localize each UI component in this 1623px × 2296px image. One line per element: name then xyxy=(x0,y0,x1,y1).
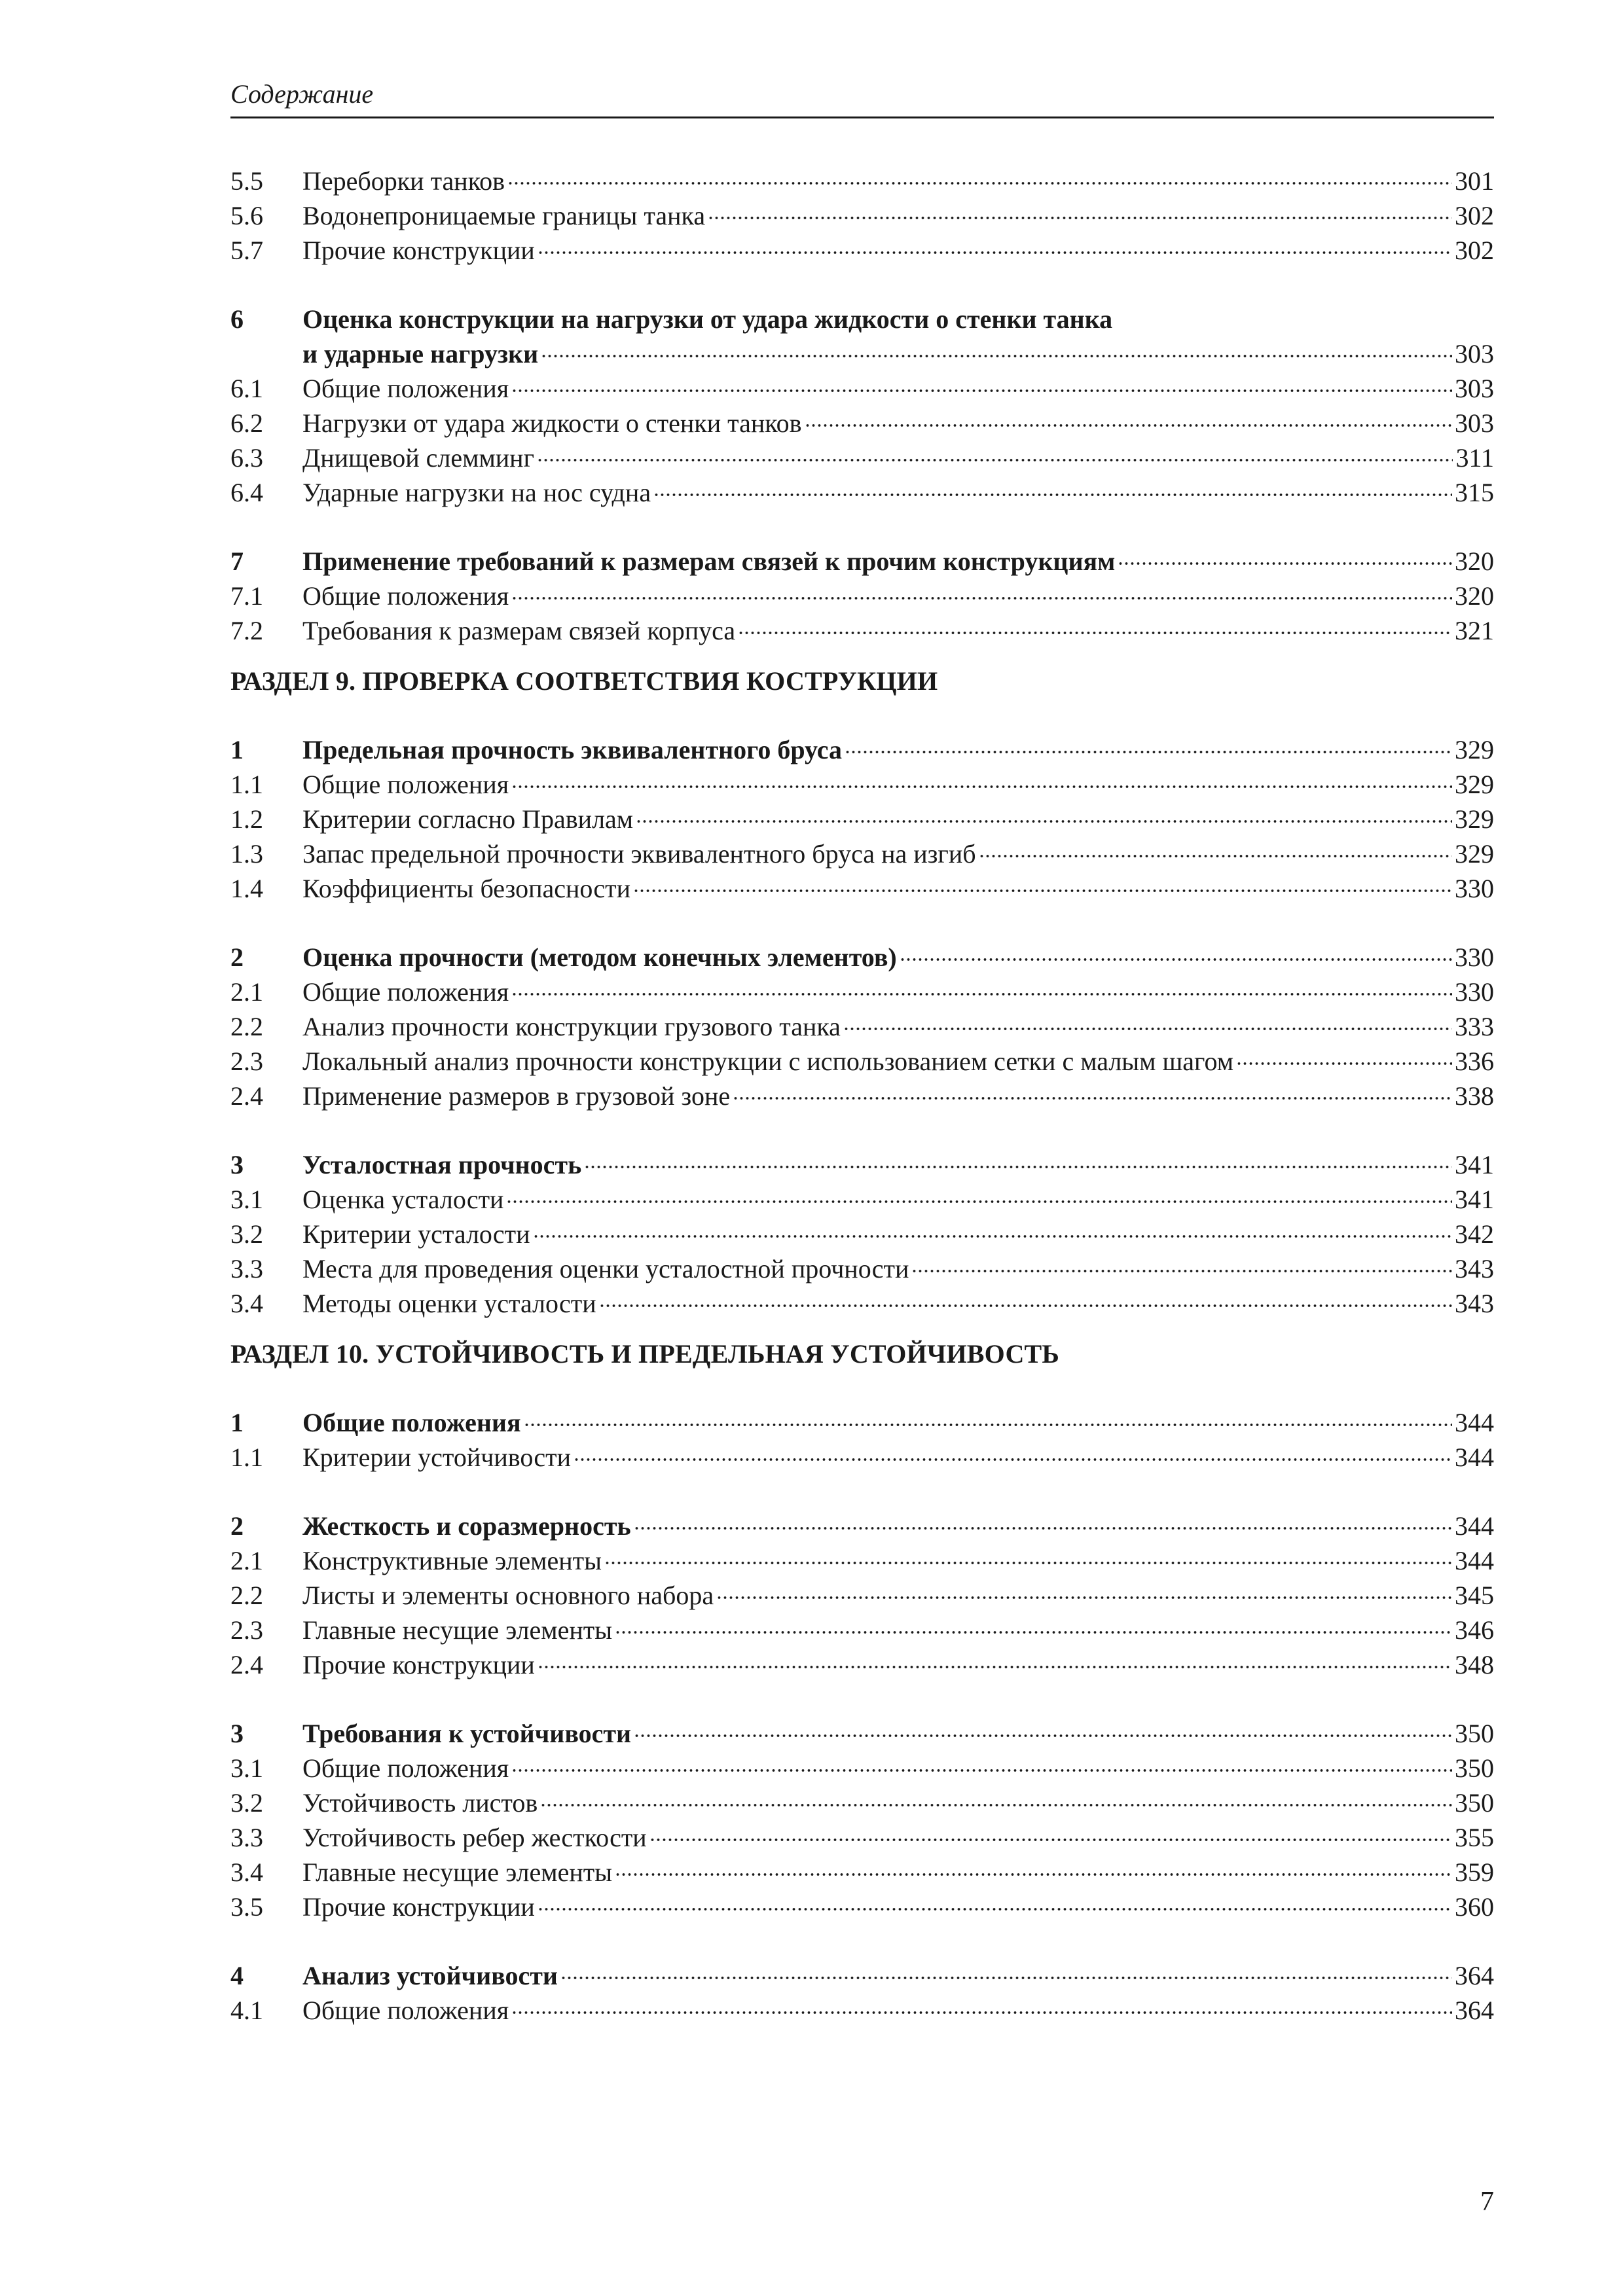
entry-number: 2.1 xyxy=(230,1546,263,1575)
entry-page: 345 xyxy=(1455,1581,1494,1610)
entry-title: Коэффициенты безопасности xyxy=(302,874,631,903)
dot-leader xyxy=(560,1958,1452,1984)
toc-entry[interactable] xyxy=(230,871,1494,906)
entry-title: Критерии усталости xyxy=(302,1219,530,1249)
dot-leader xyxy=(979,836,1452,863)
entry-page: 350 xyxy=(1455,1753,1494,1783)
dot-leader xyxy=(511,767,1452,793)
toc-entry[interactable] xyxy=(230,1251,1494,1286)
toc-entry[interactable] xyxy=(230,1785,1494,1820)
entry-title: Водонепроницаемые границы танка xyxy=(302,201,706,230)
entry-number: 6.2 xyxy=(230,408,263,438)
group-spacer xyxy=(230,1682,1494,1716)
entry-page: 342 xyxy=(1455,1219,1494,1249)
entry-number: 4 xyxy=(230,1961,244,1990)
entry-number: 2.4 xyxy=(230,1081,263,1111)
dot-leader xyxy=(538,1890,1452,1916)
entry-page: 330 xyxy=(1455,942,1494,972)
header-title: Содержание xyxy=(230,79,374,109)
entry-title: Места для проведения оценки усталостной прочности xyxy=(302,1254,909,1283)
entry-number: 2.3 xyxy=(230,1615,263,1645)
toc-entry[interactable] xyxy=(230,164,1494,198)
entry-page: 348 xyxy=(1455,1650,1494,1679)
entry-page: 344 xyxy=(1455,1511,1494,1541)
entry-number: 3.3 xyxy=(230,1823,263,1852)
entry-title: Локальный анализ прочности конструкции с использованием сетки с малым шагом xyxy=(302,1047,1234,1076)
entry-title: Днищевой слемминг xyxy=(302,443,534,473)
entry-title: Запас предельной прочности эквивалентного бруса на изгиб xyxy=(302,839,976,869)
entry-page: 302 xyxy=(1455,201,1494,230)
toc-entry[interactable] xyxy=(230,1440,1494,1475)
dot-leader xyxy=(537,440,1453,467)
dot-leader xyxy=(511,371,1452,397)
entry-number: 3.1 xyxy=(230,1185,263,1214)
entry-number: 1 xyxy=(230,1408,244,1437)
dot-leader xyxy=(633,871,1452,897)
entry-page: 315 xyxy=(1455,478,1494,507)
entry-page: 329 xyxy=(1455,770,1494,799)
toc-entry-heading[interactable] xyxy=(230,940,1494,975)
entry-number: 2 xyxy=(230,942,244,972)
dot-leader xyxy=(733,1079,1452,1105)
entry-page: 320 xyxy=(1455,581,1494,611)
entry-page: 350 xyxy=(1455,1719,1494,1748)
toc-entry[interactable] xyxy=(230,1613,1494,1647)
entry-page: 364 xyxy=(1455,1961,1494,1990)
toc-entry[interactable] xyxy=(230,406,1494,440)
dot-leader xyxy=(649,1820,1452,1846)
entry-page: 341 xyxy=(1455,1185,1494,1214)
entry-page: 344 xyxy=(1455,1443,1494,1472)
entry-page: 329 xyxy=(1455,735,1494,764)
entry-number: 5.6 xyxy=(230,201,263,230)
dot-leader xyxy=(540,1785,1452,1812)
entry-page: 311 xyxy=(1455,443,1494,473)
toc-entry-heading[interactable] xyxy=(230,732,1494,767)
dot-leader xyxy=(506,1182,1452,1208)
dot-leader xyxy=(584,1147,1452,1174)
entry-page: 344 xyxy=(1455,1408,1494,1437)
entry-number: 7.2 xyxy=(230,616,263,645)
toc-entry-heading[interactable] xyxy=(230,1147,1494,1182)
dot-leader xyxy=(538,1647,1452,1674)
entry-title: Предельная прочность эквивалентного бруса xyxy=(302,735,843,764)
dot-leader xyxy=(538,233,1452,259)
entry-title: Общие положения xyxy=(302,1408,521,1437)
entry-page: 344 xyxy=(1455,1546,1494,1575)
entry-page: 301 xyxy=(1455,166,1494,196)
entry-number: 2 xyxy=(230,1511,244,1541)
dot-leader xyxy=(636,802,1452,828)
entry-number: 6.1 xyxy=(230,374,263,403)
dot-leader xyxy=(843,1009,1452,1035)
entry-page: 360 xyxy=(1455,1892,1494,1922)
group-spacer xyxy=(230,1113,1494,1147)
entry-number: 3.2 xyxy=(230,1219,263,1249)
dot-leader xyxy=(738,613,1452,639)
entry-title: Оценка прочности (методом конечных элементов) xyxy=(302,942,897,972)
entry-title: Устойчивость листов xyxy=(302,1788,538,1818)
entry-number: 6 xyxy=(230,304,244,334)
entry-number: 2.1 xyxy=(230,977,263,1007)
toc-entry-heading[interactable] xyxy=(230,1509,1494,1543)
entry-number: 3.2 xyxy=(230,1788,263,1818)
dot-leader xyxy=(911,1251,1452,1278)
toc-entry[interactable] xyxy=(230,836,1494,871)
toc-entry-continuation[interactable] xyxy=(230,336,1494,371)
dot-leader xyxy=(574,1440,1452,1466)
entry-title: Общие положения xyxy=(302,770,509,799)
entry-number: 2.2 xyxy=(230,1581,263,1610)
toc-entry[interactable] xyxy=(230,1820,1494,1855)
entry-page: 329 xyxy=(1455,804,1494,834)
entry-number: 3.3 xyxy=(230,1254,263,1283)
entry-title: Критерии устойчивости xyxy=(302,1443,572,1472)
dot-leader xyxy=(615,1855,1452,1881)
entry-number: 1.4 xyxy=(230,874,263,903)
toc-entry-heading[interactable] xyxy=(230,1405,1494,1440)
toc-entry[interactable] xyxy=(230,1993,1494,2028)
dot-leader xyxy=(511,975,1452,1001)
entry-number: 3.4 xyxy=(230,1857,263,1887)
group-spacer xyxy=(230,906,1494,940)
entry-title: Листы и элементы основного набора xyxy=(302,1581,714,1610)
dot-leader xyxy=(604,1543,1452,1570)
toc-entry[interactable] xyxy=(230,802,1494,836)
entry-page: 330 xyxy=(1455,874,1494,903)
toc-entry[interactable] xyxy=(230,198,1494,233)
toc-entry[interactable] xyxy=(230,1009,1494,1044)
toc-entry[interactable] xyxy=(230,440,1494,475)
toc-entry[interactable] xyxy=(230,1182,1494,1217)
entry-page: 330 xyxy=(1455,977,1494,1007)
entry-title: Анализ прочности конструкции грузового танка xyxy=(302,1012,841,1041)
entry-number: 3.1 xyxy=(230,1753,263,1783)
entry-page: 350 xyxy=(1455,1788,1494,1818)
entry-number: 2.4 xyxy=(230,1650,263,1679)
dot-leader xyxy=(653,475,1452,501)
entry-title: Устойчивость ребер жесткости xyxy=(302,1823,647,1852)
entry-title: Критерии согласно Правилам xyxy=(302,804,634,834)
entry-number: 3.4 xyxy=(230,1289,263,1318)
entry-page: 303 xyxy=(1455,408,1494,438)
toc-entry[interactable] xyxy=(230,1286,1494,1321)
entry-number: 1 xyxy=(230,735,244,764)
toc-entry[interactable] xyxy=(230,371,1494,406)
entry-page: 329 xyxy=(1455,839,1494,869)
toc-entry[interactable] xyxy=(230,1647,1494,1682)
entry-title: Анализ устойчивости xyxy=(302,1961,558,1990)
entry-page: 341 xyxy=(1455,1150,1494,1179)
toc-entry[interactable] xyxy=(230,1079,1494,1113)
entry-title: Применение размеров в грузовой зоне xyxy=(302,1081,731,1111)
entry-page: 333 xyxy=(1455,1012,1494,1041)
entry-title: Общие положения xyxy=(302,374,509,403)
toc-entry-heading[interactable] xyxy=(230,1716,1494,1751)
entry-number: 4.1 xyxy=(230,1996,263,2025)
section-heading: РАЗДЕЛ 9. ПРОВЕРКА СООТВЕТСТВИЯ КОСТРУКЦИИ xyxy=(230,666,938,696)
entry-title-continued: и ударные нагрузки xyxy=(302,339,539,368)
entry-title: Усталостная прочность xyxy=(302,1150,582,1179)
dot-leader xyxy=(1118,544,1452,570)
entry-title: Жесткость и соразмерность xyxy=(302,1511,631,1541)
entry-number: 7.1 xyxy=(230,581,263,611)
entry-number: 3.5 xyxy=(230,1892,263,1922)
entry-title: Оценка конструкции на нагрузки от удара жидкости о стенки танка xyxy=(302,304,1113,334)
group-spacer xyxy=(230,510,1494,544)
dot-leader xyxy=(1236,1044,1452,1070)
toc-entry[interactable] xyxy=(230,475,1494,510)
toc-entry[interactable] xyxy=(230,1855,1494,1890)
toc-entry[interactable] xyxy=(230,613,1494,648)
entry-title: Применение требований к размерам связей к прочим конструкциям xyxy=(302,547,1116,576)
entry-page: 303 xyxy=(1455,374,1494,403)
group-spacer xyxy=(230,1924,1494,1958)
dot-leader xyxy=(511,1751,1452,1777)
entry-page: 302 xyxy=(1455,236,1494,265)
dot-leader xyxy=(511,1993,1452,2019)
entry-number: 5.5 xyxy=(230,166,263,196)
entry-title: Главные несущие элементы xyxy=(302,1857,613,1887)
entry-title: Прочие конструкции xyxy=(302,1892,535,1922)
toc-entry[interactable] xyxy=(230,1890,1494,1924)
toc-entry[interactable] xyxy=(230,1751,1494,1785)
dot-leader xyxy=(615,1613,1452,1639)
toc-entry-heading[interactable] xyxy=(230,1958,1494,1993)
entry-title: Конструктивные элементы xyxy=(302,1546,602,1575)
entry-page: 320 xyxy=(1455,547,1494,576)
table-of-contents xyxy=(230,164,1494,2028)
dot-leader xyxy=(716,1578,1452,1604)
entry-title: Переборки танков xyxy=(302,166,505,196)
toc-entry[interactable] xyxy=(230,767,1494,802)
dot-leader xyxy=(533,1217,1452,1243)
entry-number: 1.3 xyxy=(230,839,263,869)
group-spacer xyxy=(230,1475,1494,1509)
entry-page: 346 xyxy=(1455,1615,1494,1645)
entry-title: Методы оценки усталости xyxy=(302,1289,596,1318)
entry-number: 1.2 xyxy=(230,804,263,834)
toc-entry[interactable] xyxy=(230,1543,1494,1578)
entry-title: Главные несущие элементы xyxy=(302,1615,613,1645)
dot-leader xyxy=(900,940,1452,966)
entry-page: 303 xyxy=(1455,339,1494,368)
entry-page: 321 xyxy=(1455,616,1494,645)
entry-page: 364 xyxy=(1455,1996,1494,2025)
entry-page: 338 xyxy=(1455,1081,1494,1111)
entry-page: 359 xyxy=(1455,1857,1494,1887)
dot-leader xyxy=(507,164,1452,190)
section-heading: РАЗДЕЛ 10. УСТОЙЧИВОСТЬ И ПРЕДЕЛЬНАЯ УСТОЙЧИВОСТЬ xyxy=(230,1339,1060,1369)
toc-entry[interactable] xyxy=(230,975,1494,1009)
entry-number: 7 xyxy=(230,547,244,576)
entry-title: Требования к устойчивости xyxy=(302,1719,632,1748)
entry-title: Ударные нагрузки на нос судна xyxy=(302,478,651,507)
entry-page: 343 xyxy=(1455,1254,1494,1283)
entry-number: 3 xyxy=(230,1719,244,1748)
entry-title: Общие положения xyxy=(302,1753,509,1783)
dot-leader xyxy=(599,1286,1452,1312)
toc-entry-heading[interactable] xyxy=(230,544,1494,579)
entry-page: 355 xyxy=(1455,1823,1494,1852)
running-header xyxy=(230,77,1494,118)
entry-number: 6.3 xyxy=(230,443,263,473)
toc-entry[interactable] xyxy=(230,233,1494,268)
dot-leader xyxy=(805,406,1452,432)
entry-number: 5.7 xyxy=(230,236,263,265)
entry-page: 336 xyxy=(1455,1047,1494,1076)
dot-leader xyxy=(708,198,1452,224)
entry-number: 3 xyxy=(230,1150,244,1179)
group-spacer xyxy=(230,268,1494,302)
entry-title: Прочие конструкции xyxy=(302,236,535,265)
entry-number: 2.3 xyxy=(230,1047,263,1076)
entry-title: Общие положения xyxy=(302,977,509,1007)
entry-number: 6.4 xyxy=(230,478,263,507)
dot-leader xyxy=(524,1405,1452,1431)
dot-leader xyxy=(634,1716,1452,1742)
toc-entry[interactable] xyxy=(230,579,1494,613)
toc-entry[interactable] xyxy=(230,1578,1494,1613)
toc-entry[interactable] xyxy=(230,1044,1494,1079)
entry-title: Прочие конструкции xyxy=(302,1650,535,1679)
entry-number: 1.1 xyxy=(230,1443,263,1472)
entry-title: Требования к размерам связей корпуса xyxy=(302,616,736,645)
dot-leader xyxy=(541,336,1452,363)
entry-title: Общие положения xyxy=(302,581,509,611)
entry-number: 1.1 xyxy=(230,770,263,799)
page-number: 7 xyxy=(1480,2187,1494,2217)
entry-page: 343 xyxy=(1455,1289,1494,1318)
toc-entry[interactable] xyxy=(230,1217,1494,1251)
toc-entry-heading[interactable] xyxy=(230,302,1494,336)
entry-title: Общие положения xyxy=(302,1996,509,2025)
dot-leader xyxy=(845,732,1452,759)
dot-leader xyxy=(634,1509,1452,1535)
entry-title: Оценка усталости xyxy=(302,1185,504,1214)
entry-title: Нагрузки от удара жидкости о стенки танков xyxy=(302,408,802,438)
entry-number: 2.2 xyxy=(230,1012,263,1041)
dot-leader xyxy=(511,579,1452,605)
